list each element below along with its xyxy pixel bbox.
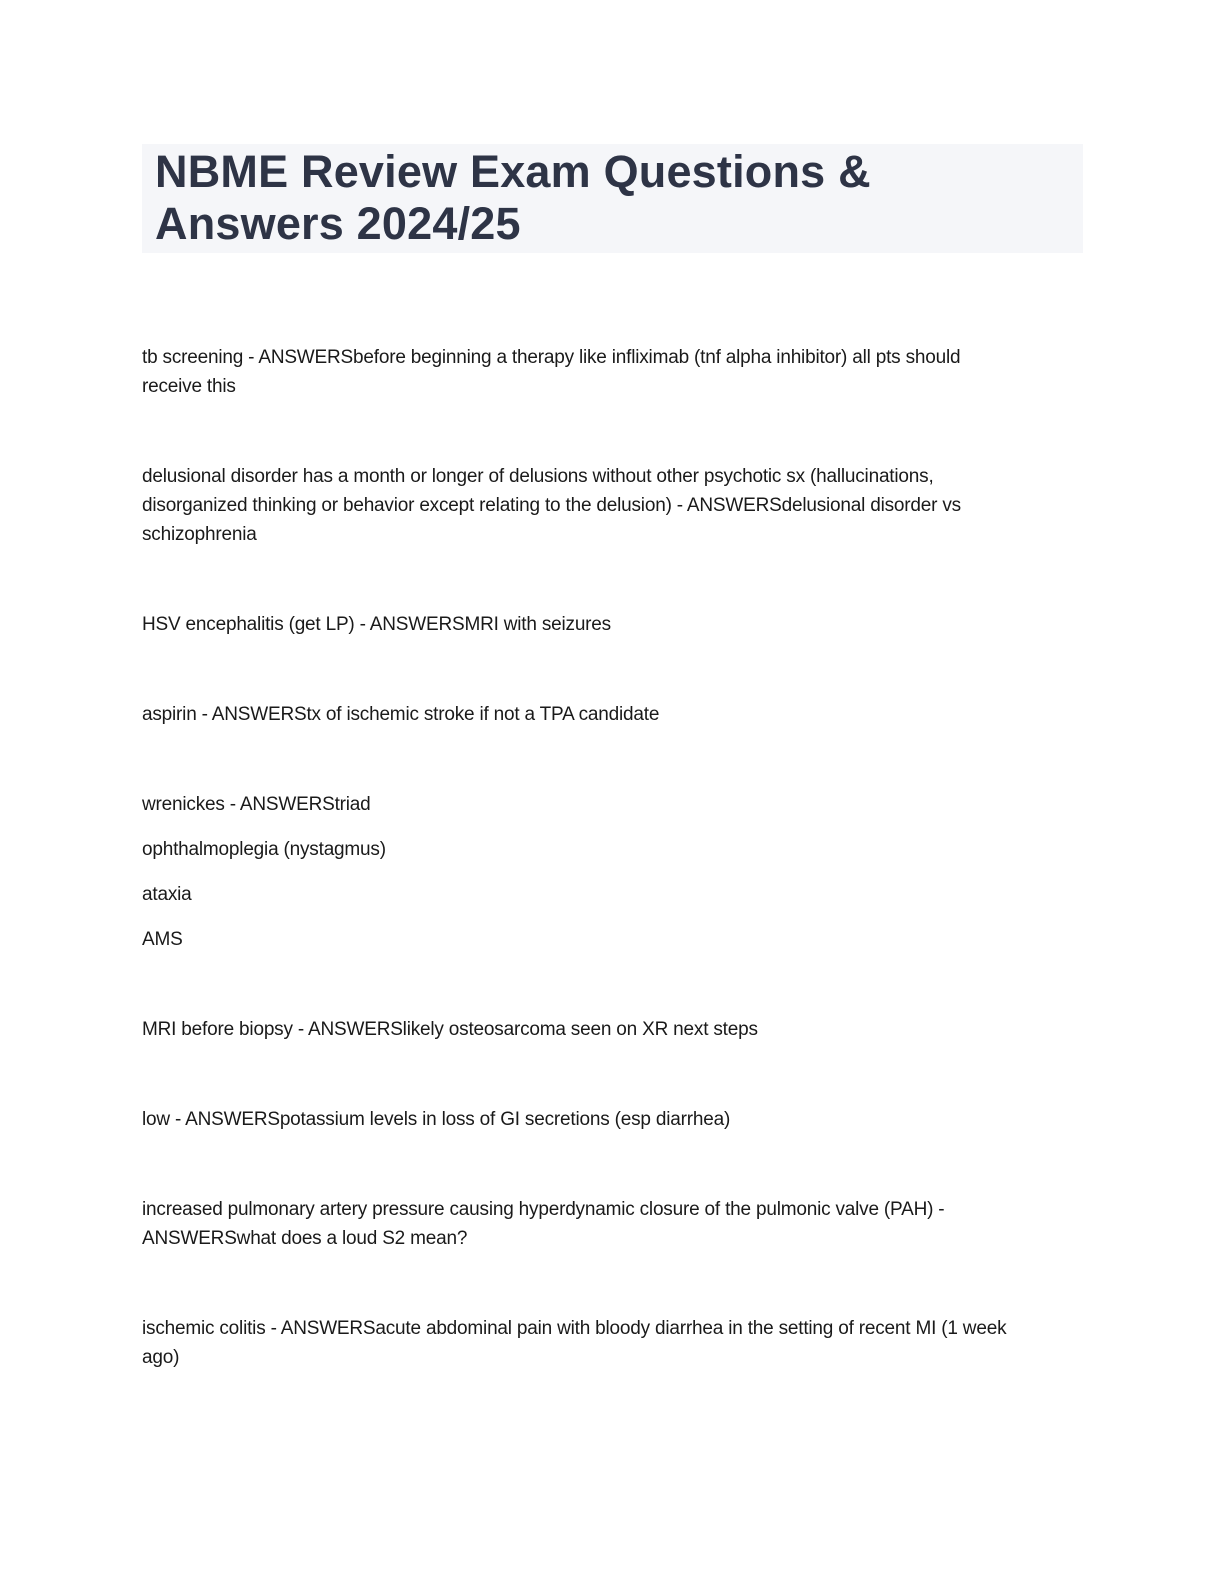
qa-line: AMS — [142, 929, 183, 950]
qa-paragraph — [142, 343, 1083, 401]
qa-paragraph — [142, 1105, 1083, 1134]
qa-paragraph — [142, 462, 1083, 549]
qa-line: receive this — [142, 376, 236, 397]
qa-paragraph — [142, 925, 1083, 954]
qa-line: ataxia — [142, 884, 192, 905]
qa-paragraph — [142, 835, 1083, 864]
document-body — [142, 343, 1083, 1372]
qa-line: low - ANSWERSpotassium levels in loss of GI secretions (esp diarrhea) — [142, 1109, 731, 1130]
title-line-2: Answers 2024/25 — [155, 198, 521, 249]
qa-line: tb screening - ANSWERSbefore beginning a therapy like infliximab (tnf alpha inhibitor) all pts should — [142, 347, 961, 368]
qa-line: increased pulmonary artery pressure causing hyperdynamic closure of the pulmonic valve (PAH) - — [142, 1199, 945, 1220]
qa-paragraph — [142, 1314, 1083, 1372]
document-content — [142, 0, 1083, 1372]
qa-line: schizophrenia — [142, 524, 257, 545]
qa-line: wrenickes - ANSWERStriad — [142, 794, 371, 815]
title-line-1: NBME Review Exam Questions & — [155, 146, 871, 197]
qa-paragraph — [142, 880, 1083, 909]
qa-line: ophthalmoplegia (nystagmus) — [142, 839, 386, 860]
qa-line: ischemic colitis - ANSWERSacute abdominal pain with bloody diarrhea in the setting of recent MI (1 week — [142, 1318, 1007, 1339]
qa-paragraph — [142, 700, 1083, 729]
qa-line: ago) — [142, 1347, 180, 1368]
qa-paragraph — [142, 1015, 1083, 1044]
qa-line: disorganized thinking or behavior except relating to the delusion) - ANSWERSdelusional disorder vs — [142, 495, 961, 516]
qa-line: aspirin - ANSWERStx of ischemic stroke if not a TPA candidate — [142, 704, 660, 725]
qa-paragraph — [142, 610, 1083, 639]
qa-paragraph — [142, 790, 1083, 819]
document-title — [142, 144, 1083, 253]
qa-line: MRI before biopsy - ANSWERSlikely osteosarcoma seen on XR next steps — [142, 1019, 758, 1040]
qa-paragraph — [142, 1195, 1083, 1253]
qa-line: HSV encephalitis (get LP) - ANSWERSMRI with seizures — [142, 614, 611, 635]
qa-line: delusional disorder has a month or longer of delusions without other psychotic sx (hallucinations, — [142, 466, 934, 487]
qa-line: ANSWERSwhat does a loud S2 mean? — [142, 1228, 468, 1249]
